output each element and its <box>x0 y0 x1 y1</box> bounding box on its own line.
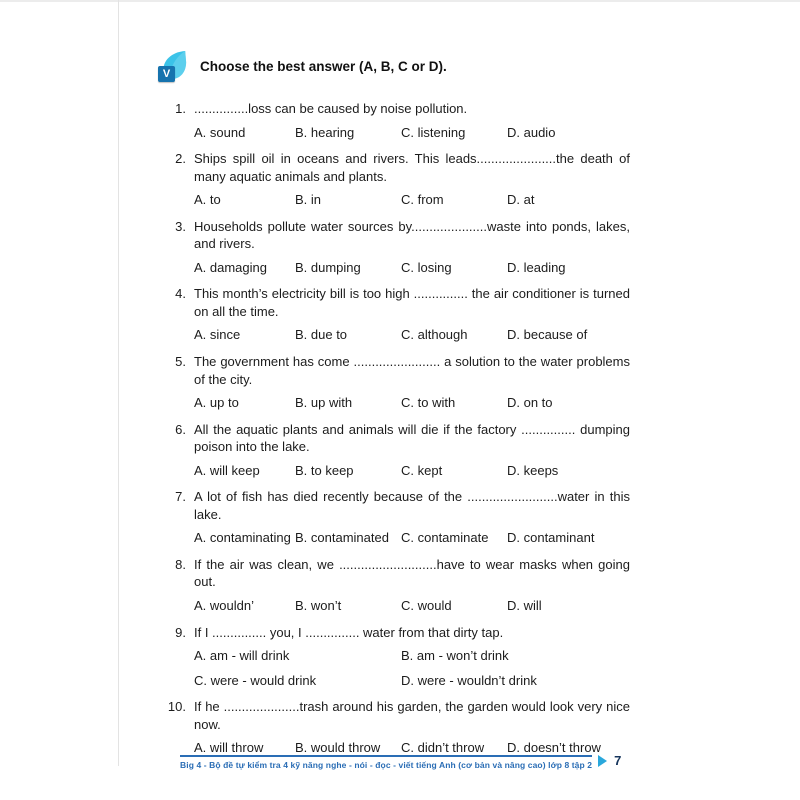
option-a: A. to <box>194 192 221 208</box>
option-d: D. contaminant <box>507 530 595 546</box>
option-a: A. will keep <box>194 462 260 478</box>
option-b: B. to keep <box>295 462 354 478</box>
option-a: A. damaging <box>194 259 267 275</box>
section-marker-icon <box>158 50 188 82</box>
question-3 <box>158 218 630 277</box>
options-row <box>194 191 630 209</box>
option-c: C. losing <box>401 259 452 275</box>
options-row <box>194 529 630 547</box>
option-b: B. contaminated <box>295 530 389 546</box>
option-d: D. because of <box>507 327 588 343</box>
question-text: A lot of fish has died recently because of the .........................water in this lake. <box>194 489 630 522</box>
option-d: D. were - wouldn’t drink <box>401 672 537 688</box>
option-d: D. doesn’t throw <box>507 740 601 756</box>
footer-arrow-icon <box>598 755 607 767</box>
option-b: B. hearing <box>295 124 355 140</box>
option-b: B. would throw <box>295 740 381 756</box>
option-c: C. kept <box>401 462 443 478</box>
footer-book-title: Big 4 - Bộ đề tự kiểm tra 4 kỹ năng nghe - nói - đọc - viết tiếng Anh (cơ bản và nâng cao) lớp 8 tập 2 <box>180 760 593 770</box>
page-number: 7 <box>614 753 622 768</box>
footer-rule <box>180 755 592 770</box>
option-a: A. up to <box>194 395 239 411</box>
question-number: 6. <box>175 421 186 437</box>
option-c: C. although <box>401 327 468 343</box>
question-number: 1. <box>175 101 186 116</box>
option-c: C. listening <box>401 124 466 140</box>
option-d: D. on to <box>507 395 553 411</box>
option-d: D. audio <box>507 124 556 140</box>
section-letter: V <box>158 66 175 82</box>
question-number: 3. <box>175 218 186 234</box>
question-9 <box>158 624 630 690</box>
option-b: B. won’t <box>295 598 342 614</box>
option-a: A. am - will drink <box>194 648 290 664</box>
option-a: A. since <box>194 327 241 343</box>
question-10 <box>158 698 630 757</box>
option-c: C. to with <box>401 395 456 411</box>
options-row <box>194 462 630 480</box>
question-text: The government has come ........................ a solution to the water problems of the city. <box>194 354 630 387</box>
question-6 <box>158 421 630 480</box>
question-number: 5. <box>175 354 186 370</box>
option-b: B. dumping <box>295 259 361 275</box>
question-2 <box>158 150 630 209</box>
question-text: Ships spill oil in oceans and rivers. This leads......................the death of many aquatic animals and plants. <box>194 151 630 184</box>
option-b: B. due to <box>295 327 348 343</box>
question-text: All the aquatic plants and animals will die if the factory ............... dumping poison into the lake. <box>194 421 630 455</box>
options-row <box>194 259 630 277</box>
page-top-edge <box>0 0 800 2</box>
question-text: This month’s electricity bill is too high ............... the air conditioner is turned on all the time. <box>194 286 630 319</box>
question-text: If he .....................trash around his garden, the garden would look very nice now. <box>194 699 630 732</box>
question-text: ...............loss can be caused by noise pollution. <box>194 101 468 116</box>
section-instruction: Choose the best answer (A, B, C or D). <box>200 58 447 74</box>
option-a: A. sound <box>194 124 246 140</box>
page-footer <box>180 755 621 770</box>
option-c: C. from <box>401 192 444 208</box>
option-c: C. were - would drink <box>194 672 317 688</box>
question-text: If the air was clean, we ...........................have to wear masks when going out. <box>194 556 630 590</box>
page-content <box>158 50 630 766</box>
option-b: B. up with <box>295 395 353 411</box>
options-row <box>194 394 630 412</box>
option-a: A. will throw <box>194 740 264 756</box>
option-c: C. contaminate <box>401 530 489 546</box>
question-number: 4. <box>175 286 186 302</box>
options-row <box>194 124 630 142</box>
question-1 <box>158 100 630 141</box>
question-number: 8. <box>175 556 186 572</box>
option-b: B. in <box>295 192 322 208</box>
option-c: C. didn’t throw <box>401 740 485 756</box>
question-number: 7. <box>175 489 186 505</box>
option-d: D. at <box>507 192 535 208</box>
option-b: B. am - won’t drink <box>401 648 509 664</box>
question-4 <box>158 285 630 344</box>
option-c: C. would <box>401 598 452 614</box>
question-8 <box>158 556 630 615</box>
question-number: 9. <box>175 624 186 640</box>
options-row <box>194 597 630 615</box>
question-text: If I ............... you, I ............... water from that dirty tap. <box>194 624 504 640</box>
option-d: D. leading <box>507 259 566 275</box>
question-7 <box>158 488 630 547</box>
question-number: 10. <box>167 699 186 715</box>
page-spine-line <box>118 0 119 766</box>
question-text: Households pollute water sources by.....................waste into ponds, lakes, and rivers. <box>194 218 630 252</box>
section-header <box>158 50 630 82</box>
option-a: A. contaminating <box>194 530 291 546</box>
options-row <box>194 326 630 344</box>
option-d: D. keeps <box>507 462 559 478</box>
option-a: A. wouldn’ <box>194 598 254 614</box>
question-5 <box>158 353 630 412</box>
options-grid <box>194 647 630 689</box>
question-number: 2. <box>175 151 186 167</box>
option-d: D. will <box>507 598 542 614</box>
